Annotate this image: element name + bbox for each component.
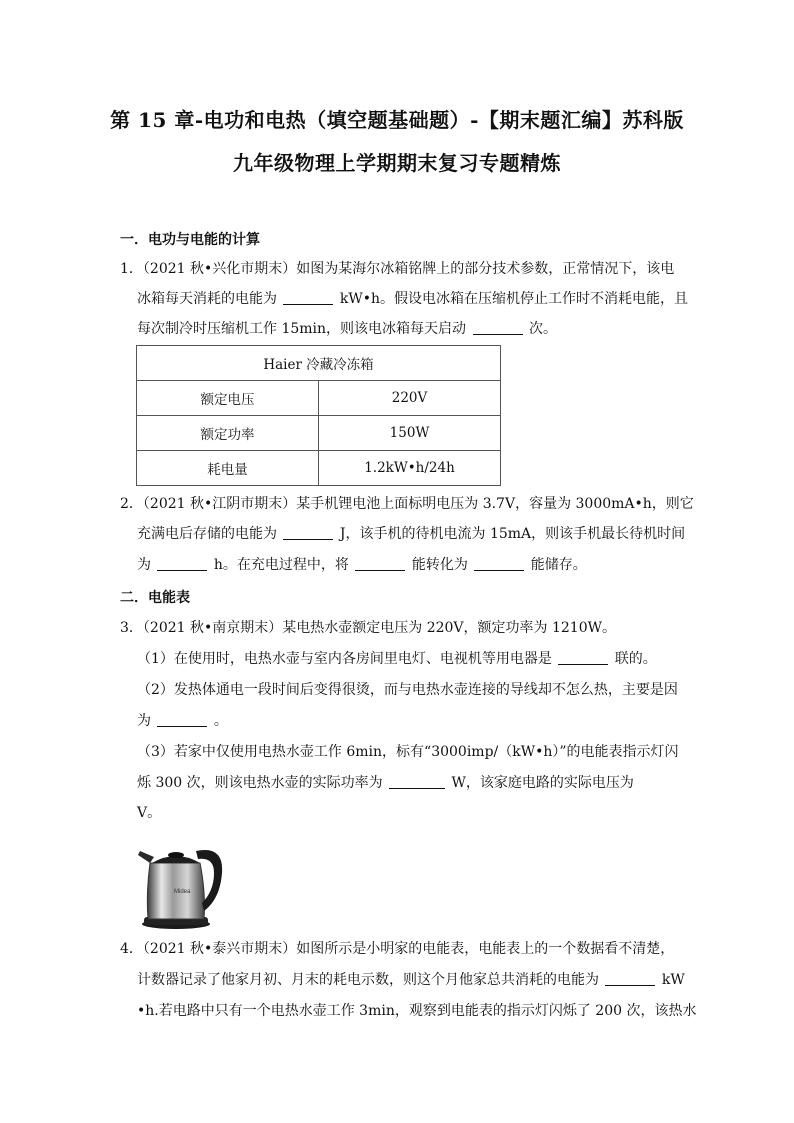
answer-blank[interactable] [473, 320, 523, 335]
table-cell-value: 150W [319, 416, 501, 451]
q3-line4 [137, 711, 228, 731]
table-cell-label: 耗电量 [137, 451, 319, 486]
q2-text: J，该手机的待机电流为 15mA，则该手机最长待机时间 [339, 526, 686, 542]
table-row [137, 416, 501, 451]
answer-blank[interactable] [355, 556, 405, 571]
section-heading-2: 二．电能表 [120, 590, 190, 606]
answer-blank[interactable] [474, 556, 524, 571]
q3-text: 。 [213, 713, 228, 729]
q3-line2 [137, 649, 657, 669]
q2-text: 能转化为 [411, 557, 468, 573]
q4-line3: •h.若电路中只有一个电热水壶工作 3min，观察到电能表的指示灯闪烁了 200 次，该热水 [137, 1003, 697, 1019]
q1-text: 次。 [528, 321, 557, 337]
electric-kettle-image [136, 833, 228, 931]
q3-line6 [137, 773, 634, 793]
q1-line3 [137, 319, 557, 339]
q3-text: （1）在使用时，电热水壶与室内各房间里电灯、电视机等用电器是 [137, 651, 552, 667]
q2-line3 [137, 555, 587, 575]
fridge-spec-table [136, 345, 501, 486]
q3-line5: （3）若家中仅使用电热水壶工作 6min，标有“3000imp/（kW•h）”的电能表指示灯闪 [137, 744, 679, 760]
table-header: Haier 冷藏冷冻箱 [137, 346, 501, 381]
q3-text: 联的。 [614, 651, 657, 667]
table-cell-label: 额定电压 [137, 381, 319, 416]
answer-blank[interactable] [558, 650, 608, 665]
answer-blank[interactable] [283, 525, 333, 540]
q2-text: 为 [137, 557, 151, 573]
kettle-brand-logo: Midea [174, 889, 191, 895]
q4-line1: 4．（2021 秋•泰兴市期末）如图所示是小明家的电能表，电能表上的一个数据看不清楚， [120, 941, 675, 957]
table-cell-label: 额定功率 [137, 416, 319, 451]
q1-line1: 1．（2021 秋•兴化市期末）如图为某海尔冰箱铭牌上的部分技术参数，正常情况下，该电 [120, 261, 675, 277]
q4-line2 [137, 970, 685, 990]
page-title-line2: 九年级物理上学期期末复习专题精炼 [233, 151, 561, 175]
q1-text: kW•h。假设电冰箱在压缩机停止工作时不消耗电能，且 [339, 291, 689, 307]
answer-blank[interactable] [389, 774, 445, 789]
section-heading-1: 一．电功与电能的计算 [120, 232, 260, 248]
q1-line2 [137, 289, 688, 309]
answer-blank[interactable] [157, 712, 207, 727]
q4-text: kW [661, 972, 685, 988]
answer-blank[interactable] [157, 556, 207, 571]
q2-text: 能储存。 [530, 557, 587, 573]
table-cell-value: 220V [319, 381, 501, 416]
table-row [137, 451, 501, 486]
q1-text: 每次制冷时压缩机工作 15min，则该电冰箱每天启动 [137, 321, 467, 337]
table-cell-value: 1.2kW•h/24h [319, 451, 501, 486]
q3-text: 为 [137, 713, 151, 729]
answer-blank[interactable] [283, 290, 333, 305]
q1-text: 冰箱每天消耗的电能为 [137, 291, 277, 307]
q2-line2 [137, 524, 685, 544]
answer-blank[interactable] [605, 971, 655, 986]
q3-line7: V。 [137, 805, 162, 821]
q3-line3: （2）发热体通电一段时间后变得很烫，而与电热水壶连接的导线却不怎么热，主要是因 [137, 682, 678, 698]
q3-line1: 3．（2021 秋•南京期末）某电热水壶额定电压为 220V，额定功率为 1210W。 [120, 620, 616, 636]
q3-text: 烁 300 次，则该电热水壶的实际功率为 [137, 775, 383, 791]
table-row [137, 381, 501, 416]
q2-text: h。在充电过程中，将 [213, 557, 349, 573]
q2-line1: 2．（2021 秋•江阴市期末）某手机锂电池上面标明电压为 3.7V，容量为 3000mA•h，则它 [120, 496, 694, 512]
q4-text: 计数器记录了他家月初、月末的耗电示数，则这个月他家总共消耗的电能为 [137, 972, 599, 988]
page-title-line1: 第 15 章-电功和电热（填空题基础题）-【期末题汇编】苏科版 [110, 108, 684, 132]
q3-text: W，该家庭电路的实际电压为 [451, 775, 634, 791]
q2-text: 充满电后存储的电能为 [137, 526, 277, 542]
